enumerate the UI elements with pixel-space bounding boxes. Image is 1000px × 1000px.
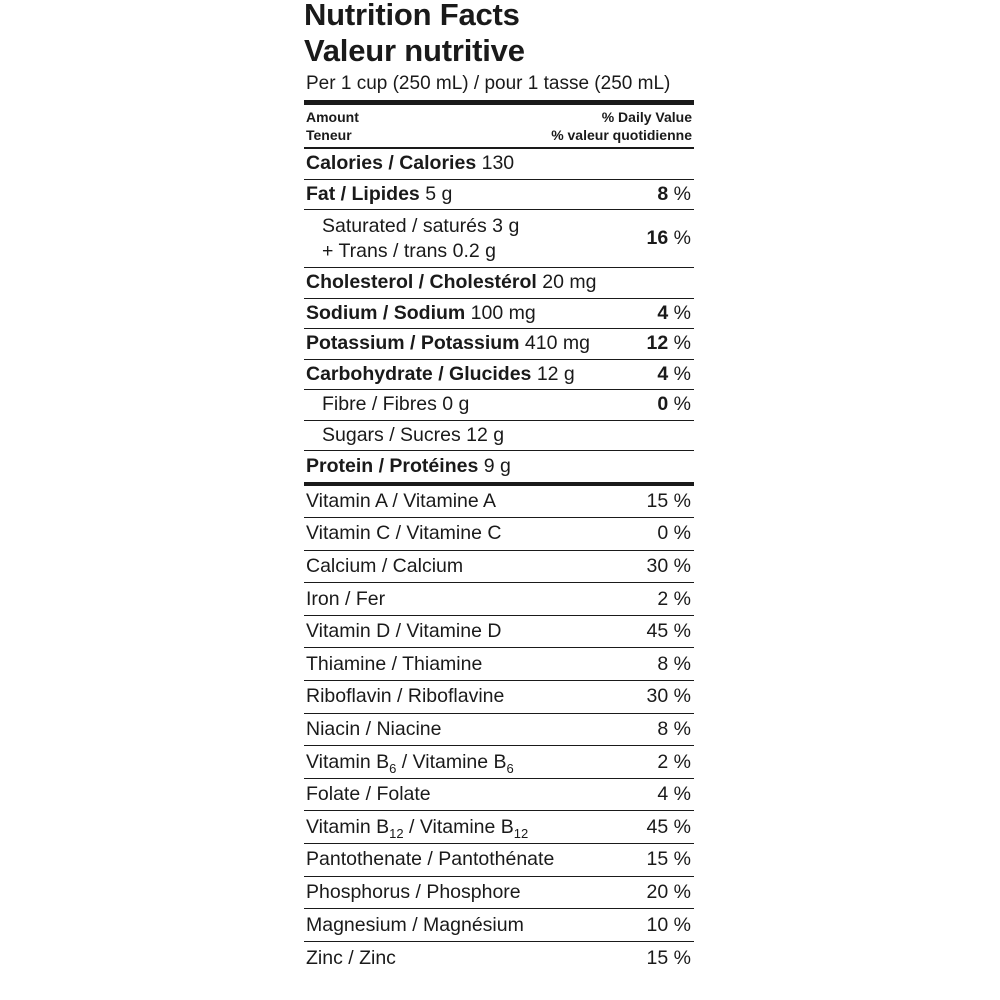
nutrient-pct: 20 %	[646, 880, 691, 903]
b6-fr: / Vitamine B	[396, 750, 507, 773]
list-item	[304, 844, 694, 877]
nutrient-label: Folate / Folate	[306, 783, 431, 806]
b12-en-sub: 12	[389, 825, 404, 841]
carbohydrate-value: 12 g	[536, 362, 575, 385]
protein-row	[304, 451, 694, 482]
pct-unit: %	[668, 227, 691, 249]
nutrient-label: Zinc / Zinc	[306, 946, 396, 969]
nutrient-pct: 15 %	[646, 848, 691, 871]
nutrient-label: Vitamin C / Vitamine C	[306, 522, 502, 545]
fibre-row	[304, 390, 694, 421]
nutrient-label: Thiamine / Thiamine	[306, 652, 483, 675]
nutrient-pct: 30 %	[646, 685, 691, 708]
potassium-value: 410 mg	[524, 332, 590, 355]
title-french: Valeur nutritive	[304, 33, 525, 68]
list-item	[304, 877, 694, 910]
fibre-pct: 0	[657, 393, 669, 416]
daily-value-heading	[551, 108, 692, 144]
fat-row	[304, 180, 694, 211]
nutrient-label: Riboflavin / Riboflavine	[306, 685, 505, 708]
b12-fr: / Vitamine B	[403, 815, 514, 838]
list-item	[304, 551, 694, 584]
nutrient-pct: 45 %	[646, 815, 691, 838]
nutrient-label: Iron / Fer	[306, 587, 386, 610]
carbohydrate-row	[304, 360, 694, 391]
sugars-label: Sugars / Sucres 12 g	[322, 423, 505, 446]
nutrient-pct: 8 %	[657, 652, 691, 675]
nutrient-pct: 8 %	[657, 717, 691, 740]
nutrient-pct: 0 %	[657, 522, 691, 545]
trans-label: + Trans / trans 0.2 g	[322, 239, 496, 262]
nutrient-label: Vitamin A / Vitamine A	[306, 489, 497, 512]
title-english: Nutrition Facts	[304, 0, 520, 32]
saturated-trans-row	[304, 210, 694, 268]
carbohydrate-pct: 4	[657, 362, 669, 385]
cholesterol-label: Cholesterol / Cholestérol	[306, 271, 537, 294]
nutrient-label	[306, 816, 528, 839]
list-item	[304, 942, 694, 975]
amount-fr: Teneur	[306, 127, 352, 143]
cholesterol-row	[304, 268, 694, 299]
calories-label: Calories / Calories	[306, 152, 477, 175]
pct-unit: %	[668, 362, 691, 385]
nutrient-pct: 2 %	[657, 750, 691, 773]
b6-fr-sub: 6	[506, 760, 514, 776]
dv-en: % Daily Value	[601, 109, 692, 125]
protein-label: Protein / Protéines	[306, 454, 479, 477]
list-item	[304, 518, 694, 551]
list-item	[304, 909, 694, 942]
nutrient-pct: 4 %	[657, 783, 691, 806]
list-item	[304, 583, 694, 616]
nutrition-facts-label	[304, 0, 694, 974]
potassium-label: Potassium / Potassium	[306, 332, 520, 355]
nutrient-label: Magnesium / Magnésium	[306, 913, 524, 936]
sodium-pct: 4	[657, 301, 669, 324]
pct-unit: %	[668, 332, 691, 355]
calories-value: 130	[481, 152, 515, 175]
serving-size: Per 1 cup (250 mL) / pour 1 tasse (250 mL)	[306, 73, 671, 94]
dv-fr: % valeur quotidienne	[551, 127, 692, 143]
nutrient-label: Vitamin D / Vitamine D	[306, 620, 502, 643]
pct-unit: %	[668, 301, 691, 324]
potassium-pct: 12	[646, 332, 669, 355]
list-item	[304, 681, 694, 714]
nutrient-pct: 2 %	[657, 587, 691, 610]
sodium-value: 100 mg	[470, 301, 536, 324]
nutrient-label: Calcium / Calcium	[306, 554, 464, 577]
nutrient-pct: 30 %	[646, 554, 691, 577]
saturated-label: Saturated / saturés 3 g	[322, 214, 520, 237]
saturated-trans-pct: 16	[646, 227, 669, 249]
nutrient-label: Niacin / Niacine	[306, 717, 442, 740]
nutrient-pct: 15 %	[646, 946, 691, 969]
pct-unit: %	[668, 182, 691, 205]
b12-fr-sub: 12	[513, 825, 529, 841]
b12-en: Vitamin B	[306, 815, 390, 838]
nutrient-label: Phosphorus / Phosphore	[306, 880, 521, 903]
list-item	[304, 616, 694, 649]
nutrient-label	[306, 751, 514, 774]
vitamins-minerals-list	[304, 486, 694, 975]
b6-en-sub: 6	[389, 760, 397, 776]
column-header	[304, 105, 694, 147]
nutrient-label: Pantothenate / Pantothénate	[306, 848, 555, 871]
pct-unit: %	[668, 393, 691, 416]
fat-label: Fat / Lipides	[306, 182, 420, 205]
amount-heading	[306, 108, 359, 144]
calories-row	[304, 149, 694, 180]
list-item	[304, 486, 694, 519]
nutrient-pct: 45 %	[646, 620, 691, 643]
list-item	[304, 714, 694, 747]
fat-pct: 8	[657, 182, 669, 205]
vitamin-b6-row	[304, 746, 694, 779]
vitamin-b12-row	[304, 811, 694, 844]
sodium-label: Sodium / Sodium	[306, 301, 466, 324]
fibre-label: Fibre / Fibres 0 g	[322, 393, 470, 416]
carbohydrate-label: Carbohydrate / Glucides	[306, 362, 532, 385]
nutrient-pct: 15 %	[646, 489, 691, 512]
fat-value: 5 g	[425, 182, 453, 205]
amount-en: Amount	[306, 109, 359, 125]
cholesterol-value: 20 mg	[542, 271, 597, 294]
list-item	[304, 648, 694, 681]
sodium-row	[304, 299, 694, 330]
nutrient-pct: 10 %	[646, 913, 691, 936]
sugars-row	[304, 421, 694, 452]
protein-value: 9 g	[483, 454, 511, 477]
potassium-row	[304, 329, 694, 360]
b6-en: Vitamin B	[306, 750, 390, 773]
folate-row	[304, 779, 694, 812]
